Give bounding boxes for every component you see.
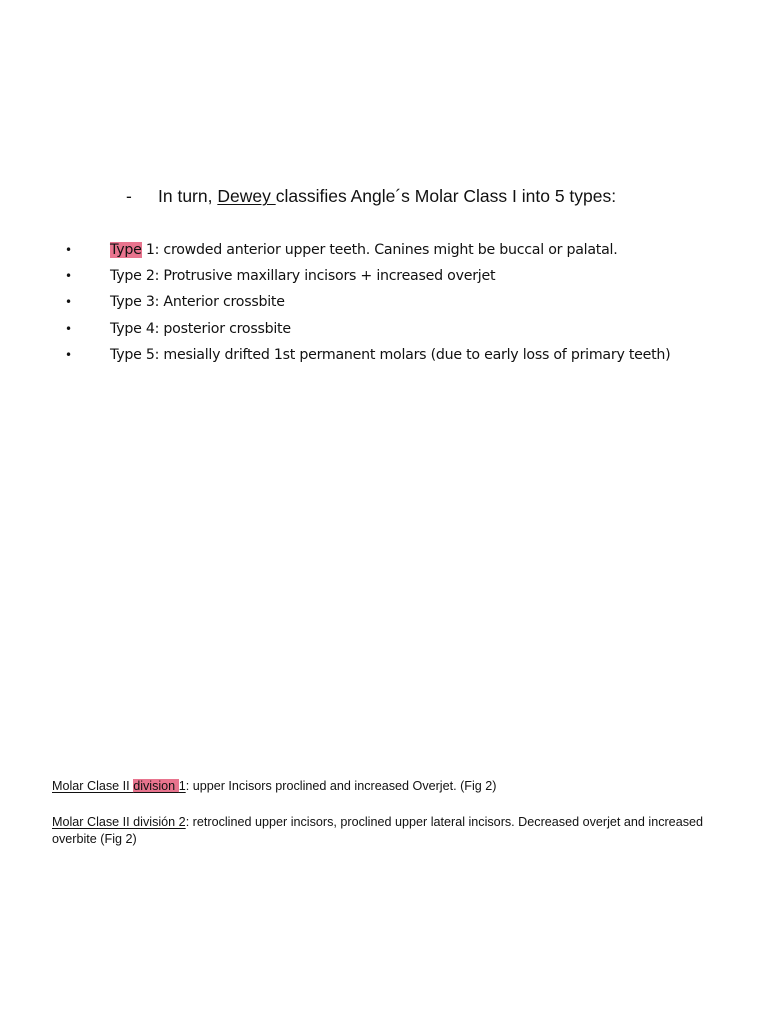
bullet-icon: • xyxy=(65,243,72,257)
dewey-heading xyxy=(126,186,616,207)
div1-text: : upper Incisors proclined and increased Overjet. (Fig 2) xyxy=(185,779,497,793)
bullet-icon: • xyxy=(65,295,72,310)
highlighted-word: Type xyxy=(110,242,142,258)
dewey-types-list xyxy=(62,237,670,368)
bullet-icon: • xyxy=(65,269,72,284)
type-text: Type 4: posterior crossbite xyxy=(110,320,291,337)
list-item xyxy=(62,237,670,263)
div2-label: Molar Clase II división 2 xyxy=(52,815,186,829)
list-item xyxy=(62,342,670,368)
class2-division1-paragraph xyxy=(52,778,742,795)
class2-division2-paragraph xyxy=(52,814,742,848)
list-item xyxy=(62,316,670,342)
heading-author: Dewey xyxy=(217,186,276,206)
div1-label-a: Molar Clase II xyxy=(52,779,134,793)
bullet-icon: • xyxy=(65,321,72,336)
div1-label xyxy=(52,779,186,793)
type-text: Type 5: mesially drifted 1st permanent molars (due to early loss of primary teeth) xyxy=(110,346,671,363)
type-text: Type 2: Protrusive maxillary incisors + increased overjet xyxy=(110,268,496,285)
heading-suffix: classifies Angle´s Molar Class I into 5 types: xyxy=(275,186,617,206)
div1-label-b: 1 xyxy=(178,779,186,793)
div1-label-highlight: division xyxy=(133,779,179,793)
list-item xyxy=(62,263,670,289)
type-text: 1: crowded anterior upper teeth. Canines might be buccal or palatal. xyxy=(141,242,618,258)
bullet-icon: • xyxy=(65,347,72,362)
heading-dash: - xyxy=(126,186,132,206)
heading-prefix: In turn, xyxy=(158,186,218,206)
div2-text: : retroclined upper incisors, proclined upper lateral incisors. Decreased overjet and increased overbite (Fig 2) xyxy=(52,815,703,846)
list-item xyxy=(62,289,670,315)
type-text: Type 3: Anterior crossbite xyxy=(110,294,285,311)
